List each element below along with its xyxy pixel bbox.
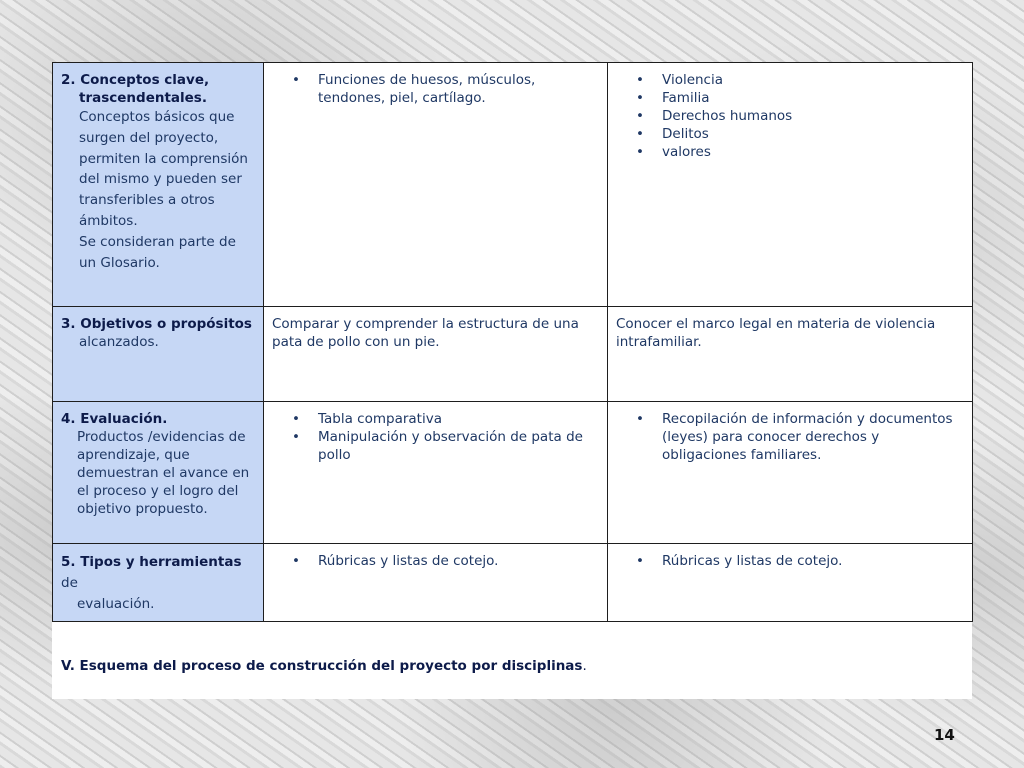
bullet-list <box>616 552 965 570</box>
discipline-1-cell <box>264 402 608 544</box>
section-heading-text: V. Esquema del proceso de construcción del proyecto por disciplinas <box>61 658 583 674</box>
bullet-list <box>272 410 600 464</box>
page-number: 14 <box>934 726 955 744</box>
row-label-title: 2. Conceptos clave, <box>61 72 210 88</box>
list-item: • Recopilación de información y documentos (leyes) para conocer derechos y obligaciones familiares. <box>662 410 965 464</box>
discipline-1-cell <box>264 307 608 402</box>
row-label-cell <box>53 307 264 402</box>
bullet-list <box>272 552 600 570</box>
list-item: • Manipulación y observación de pata de pollo <box>318 428 600 464</box>
row-label-cell <box>53 63 264 307</box>
discipline-1-cell <box>264 63 608 307</box>
row-label-title-rest: de <box>61 575 78 591</box>
list-item: • Derechos humanos <box>662 107 965 125</box>
cell-text: Conocer el marco legal en materia de violencia intrafamiliar. <box>616 316 936 350</box>
bullet-list <box>616 71 965 161</box>
row-label-title-cont: trascendentales. <box>79 90 207 106</box>
row-label-cell <box>53 402 264 544</box>
list-item: • Funciones de huesos, músculos, tendones, piel, cartílago. <box>318 71 600 107</box>
table-row <box>53 307 973 402</box>
row-label-description: alcanzados. <box>79 334 159 350</box>
row-label-title: 3. Objetivos o propósitos <box>61 316 252 332</box>
discipline-2-cell <box>608 544 973 622</box>
row-label-note: Se consideran parte de un Glosario. <box>79 233 236 271</box>
table-row <box>53 544 973 622</box>
list-item: • Rúbricas y listas de cotejo. <box>662 552 965 570</box>
row-label-description: Productos /evidencias de aprendizaje, que demuestran el avance en el proceso y el logro del objetivo propuesto. <box>77 429 250 517</box>
discipline-2-cell <box>608 63 973 307</box>
row-label-cell <box>53 544 264 622</box>
document-sheet <box>52 62 972 699</box>
row-label-title: 4. Evaluación. <box>61 411 168 427</box>
row-label-title <box>61 552 256 594</box>
bullet-list <box>616 410 965 464</box>
table-row <box>53 63 973 307</box>
bullet-list <box>272 71 600 107</box>
list-item: • valores <box>662 143 965 161</box>
list-item: • Tabla comparativa <box>318 410 600 428</box>
list-item: • Violencia <box>662 71 965 89</box>
table-row <box>53 402 973 544</box>
project-table <box>52 62 973 622</box>
discipline-2-cell <box>608 307 973 402</box>
list-item: • Delitos <box>662 125 965 143</box>
row-label-description: evaluación. <box>77 596 155 612</box>
list-item: • Rúbricas y listas de cotejo. <box>318 552 600 570</box>
row-label-description: Conceptos básicos que surgen del proyecto, permiten la comprensión del mismo y pueden ser transferibles a otros ámbitos. <box>79 109 248 229</box>
list-item: • Familia <box>662 89 965 107</box>
section-heading-dot: . <box>582 658 587 674</box>
row-label-title-bold: 5. Tipos y herramientas <box>61 554 242 570</box>
discipline-2-cell <box>608 402 973 544</box>
section-heading <box>61 658 587 674</box>
cell-text: Comparar y comprender la estructura de una pata de pollo con un pie. <box>272 316 579 350</box>
discipline-1-cell <box>264 544 608 622</box>
